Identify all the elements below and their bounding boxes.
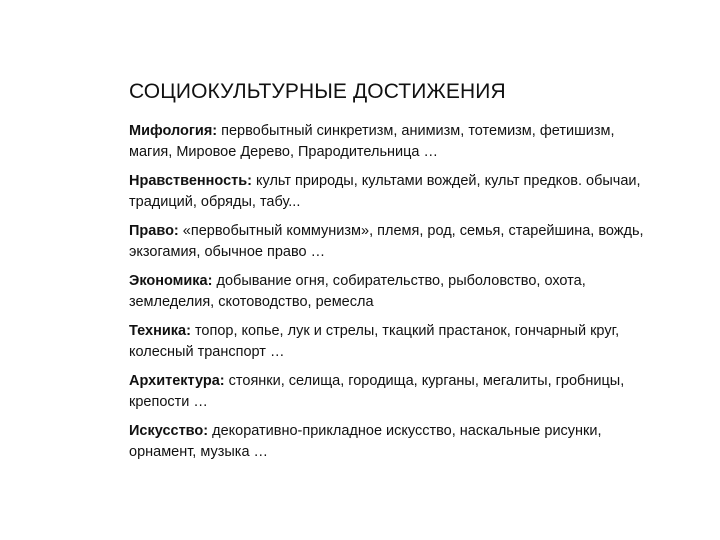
item-text: первобытный синкретизм, анимизм, тотемизм, фетишизм, магия, Мировое Дерево, Прародительница … [129, 123, 615, 160]
item-term: Право: [129, 223, 179, 239]
item-term: Экономика: [129, 273, 213, 289]
list-item-mythology [129, 121, 649, 163]
list-item-law [129, 221, 649, 263]
list-item-architecture [129, 371, 649, 413]
item-text: добывание огня, собирательство, рыболовство, охота, земледелия, скотоводство, ремесла [129, 273, 586, 310]
item-term: Искусство: [129, 423, 209, 439]
list-item-economy [129, 271, 649, 313]
item-term: Архитектура: [129, 373, 225, 389]
item-term: Техника: [129, 323, 191, 339]
item-term: Мифология: [129, 123, 218, 139]
slide-title: СОЦИОКУЛЬТУРНЫЕ ДОСТИЖЕНИЯ [129, 80, 506, 103]
item-text: топор, копье, лук и стрелы, ткацкий прастанок, гончарный круг, колесный транспорт … [129, 323, 620, 360]
item-text: культ природы, культами вождей, культ предков. обычаи, традиций, обряды, табу... [129, 173, 641, 210]
item-term: Нравственность: [129, 173, 252, 189]
item-text: декоративно-прикладное искусство, наскальные рисунки, орнамент, музыка … [129, 423, 602, 460]
list-item-art [129, 421, 649, 463]
list-item-technology [129, 321, 649, 363]
list-item-morality [129, 171, 649, 213]
achievements-list [129, 121, 649, 471]
item-text: «первобытный коммунизм», племя, род, семья, старейшина, вождь, экзогамия, обычное право … [129, 223, 644, 260]
item-text: стоянки, селища, городища, курганы, мегалиты, гробницы, крепости … [129, 373, 625, 410]
